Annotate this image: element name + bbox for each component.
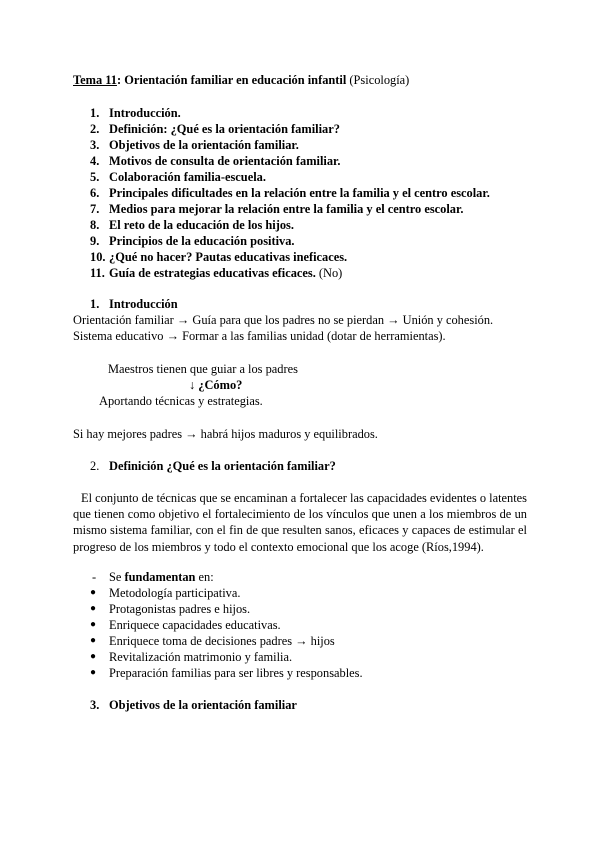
diagram-arrow: ↓ ¿Cómo? — [189, 378, 243, 392]
bullet-icon: ● — [90, 651, 97, 662]
toc-number: 3. — [90, 138, 100, 152]
section1-heading — [90, 296, 178, 312]
bullet-icon: ● — [90, 635, 97, 646]
section2-number: 2. — [90, 459, 100, 473]
title-subject: (Psicología) — [346, 73, 410, 87]
title-main: Orientación familiar en educación infantil — [121, 73, 347, 87]
diagram-bottom: Aportando técnicas y estrategias. — [99, 394, 263, 408]
list-item-text: Preparación familias para ser libres y responsables. — [109, 666, 363, 680]
toc-note: (No) — [315, 266, 343, 280]
toc-text: Colaboración familia-escuela. — [109, 170, 266, 184]
bullet-icon: ● — [90, 619, 97, 630]
fundamentan-text — [109, 569, 214, 585]
title-tema: Tema 11 — [73, 73, 117, 87]
toc-text — [109, 265, 342, 281]
section3-number: 3. — [90, 698, 100, 712]
section1-line1: Orientación familiar → Guía para que los padres no se pierdan → Unión y cohesión. — [73, 313, 494, 327]
toc-number: 6. — [90, 186, 100, 200]
bullet-icon: ● — [90, 667, 97, 678]
toc-number: 8. — [90, 218, 100, 232]
fund-post: en: — [195, 570, 214, 584]
toc-number: 7. — [90, 202, 100, 216]
list-item-text: Enriquece toma de decisiones padres → hijos — [109, 634, 335, 648]
toc-text: ¿Qué no hacer? Pautas educativas ineficaces. — [109, 250, 348, 264]
toc-text: Principales dificultades en la relación entre la familia y el centro escolar. — [109, 186, 490, 200]
section3-heading — [90, 697, 297, 713]
section2-title: Definición ¿Qué es la orientación familiar? — [109, 459, 336, 473]
dash-marker: - — [92, 570, 97, 584]
toc-number: 11. — [90, 266, 105, 280]
toc-number: 5. — [90, 170, 100, 184]
section1-line2: Sistema educativo → Formar a las familias unidad (dotar de herramientas). — [73, 329, 446, 343]
list-item-text: Revitalización matrimonio y familia. — [109, 650, 293, 664]
toc-text: Principios de la educación positiva. — [109, 234, 295, 248]
section2-heading — [90, 458, 336, 474]
list-item-text: Metodología participativa. — [109, 586, 241, 600]
toc-number: 9. — [90, 234, 100, 248]
toc-text-main: Guía de estrategias educativas eficaces. — [109, 266, 316, 280]
bullet-icon: ● — [90, 587, 97, 598]
list-item-text: Protagonistas padres e hijos. — [109, 602, 251, 616]
fund-bold: fundamentan — [124, 570, 196, 584]
toc-text: Medios para mejorar la relación entre la familia y el centro escolar. — [109, 202, 464, 216]
toc-number: 4. — [90, 154, 100, 168]
toc-text: Objetivos de la orientación familiar. — [109, 138, 299, 152]
section1-title: Introducción — [109, 297, 178, 311]
bullet-icon: ● — [90, 603, 97, 614]
toc-number: 10. — [90, 250, 106, 264]
definition-paragraph: El conjunto de técnicas que se encaminan a fortalecer las capacidades evidentes o latentes que tienen como objetivo el fortalecimiento de los vínculos que unen a los miembros de un mismo sistema familiar, con el fin de que resulten sanos, eficaces y capaces de estimular el progreso de los miembros y todo el contexto emocional que los acoge (Ríos,1994). — [73, 491, 527, 554]
toc-number: 1. — [90, 106, 100, 120]
diagram-top: Maestros tienen que guiar a los padres — [108, 362, 298, 376]
section1-conclusion: Si hay mejores padres → habrá hijos maduros y equilibrados. — [73, 427, 378, 441]
toc-text: Definición: ¿Qué es la orientación familiar? — [109, 122, 340, 136]
section1-number: 1. — [90, 297, 100, 311]
fund-pre: Se — [109, 570, 125, 584]
list-item-text: Enriquece capacidades educativas. — [109, 618, 281, 632]
toc-text: El reto de la educación de los hijos. — [109, 218, 294, 232]
toc-text: Motivos de consulta de orientación familiar. — [109, 154, 341, 168]
toc-number: 2. — [90, 122, 100, 136]
section3-title: Objetivos de la orientación familiar — [109, 698, 297, 712]
title-colon: : — [116, 73, 122, 87]
page-title — [73, 72, 409, 88]
toc-text: Introducción. — [109, 106, 181, 120]
